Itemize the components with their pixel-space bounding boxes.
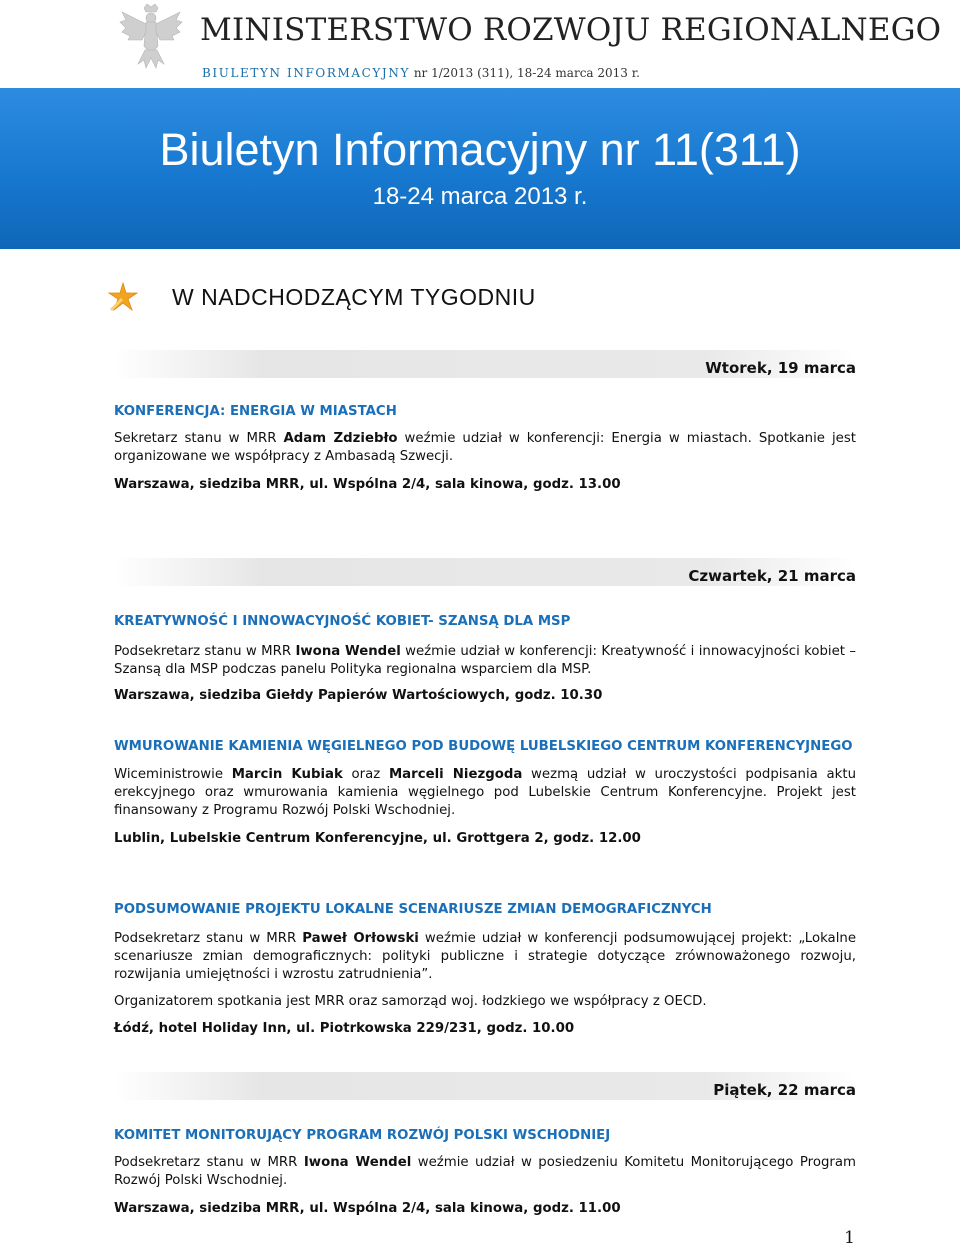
page-number: 1 bbox=[844, 1228, 855, 1248]
event-description: Podsekretarz stanu w MRR Iwona Wendel weźmie udział w konferencji: Kreatywność i innowacyjności kobiet – Szansą dla MSP podczas panelu Polityka regionalna wsparciem dla MSP. bbox=[114, 644, 856, 677]
event-women-creativity bbox=[114, 613, 856, 705]
event-description: Podsekretarz stanu w MRR Paweł Orłowski weźmie udział w konferencji podsumowującej projekt: „Lokalne scenariusze zmian demograficznych: polityki publiczne i strategie dotyczące zrównoważonego rozwoju, rozwijania umiejętności i wzrostu zatrudnienia”. bbox=[114, 931, 856, 982]
issue-number: nr 1/2013 (311), 18-24 marca 2013 r. bbox=[413, 66, 640, 80]
event-heading: KREATYWNOŚĆ I INNOWACYJNOŚĆ KOBIET- SZANSĄ DLA MSP bbox=[114, 614, 571, 629]
person-name: Adam Zdziebło bbox=[283, 431, 398, 446]
issue-label: BIULETYN INFORMACYJNY bbox=[202, 66, 410, 80]
star-burst-icon bbox=[108, 282, 138, 312]
day-header-friday bbox=[114, 1072, 856, 1100]
issue-line bbox=[202, 66, 640, 80]
eagle-emblem-icon bbox=[118, 2, 184, 74]
event-monitoring-committee bbox=[114, 1127, 856, 1218]
event-description: Wiceministrowie Marcin Kubiak oraz Marceli Niezgoda wezmą udział w uroczystości podpisania aktu erekcyjnego oraz wmurowania kamienia węgielnego pod Lubelskie Centrum Konferencyjne. Projekt jest finansowany z Programu Rozwój Polski Wschodniej. bbox=[114, 767, 856, 818]
bulletin-title: Biuletyn Informacyjny nr 11(311) bbox=[159, 124, 801, 175]
event-heading: PODSUMOWANIE PROJEKTU LOKALNE SCENARIUSZE ZMIAN DEMOGRAFICZNYCH bbox=[114, 902, 712, 917]
person-name: Iwona Wendel bbox=[303, 1155, 412, 1170]
event-heading: KONFERENCJA: ENERGIA W MIASTACH bbox=[114, 404, 397, 419]
event-description: Sekretarz stanu w MRR Adam Zdziebło weźmie udział w konferencji: Energia w miastach. Spotkanie jest organizowane we współpracy z Ambasadą Szwecji. bbox=[114, 431, 856, 464]
person-name: Paweł Orłowski bbox=[302, 931, 419, 946]
event-demographic-summary bbox=[114, 901, 856, 1038]
bulletin-date: 18-24 marca 2013 r. bbox=[372, 183, 588, 210]
title-banner bbox=[0, 88, 960, 249]
event-heading: WMUROWANIE KAMIENIA WĘGIELNEGO POD BUDOWĘ LUBELSKIEGO CENTRUM KONFERENCYJNEGO bbox=[114, 739, 853, 754]
person-name: Marcin Kubiak bbox=[231, 767, 343, 782]
person-name: Iwona Wendel bbox=[295, 644, 401, 659]
event-heading: KOMITET MONITORUJĄCY PROGRAM ROZWÓJ POLSKI WSCHODNIEJ bbox=[114, 1128, 611, 1143]
event-location: Warszawa, siedziba MRR, ul. Wspólna 2/4, sala kinowa, godz. 13.00 bbox=[114, 477, 621, 492]
event-organizer: Organizatorem spotkania jest MRR oraz samorząd woj. łodzkiego we współpracy z OECD. bbox=[114, 994, 707, 1009]
event-location: Lublin, Lubelskie Centrum Konferencyjne, ul. Grottgera 2, godz. 12.00 bbox=[114, 831, 641, 846]
day-header-thursday bbox=[114, 558, 856, 586]
day-header-tuesday bbox=[114, 350, 856, 378]
person-name: Marceli Niezgoda bbox=[388, 767, 523, 782]
masthead bbox=[0, 0, 960, 80]
day-label: Piątek, 22 marca bbox=[713, 1081, 856, 1099]
event-cornerstone-lublin bbox=[114, 738, 856, 848]
day-label: Czwartek, 21 marca bbox=[688, 567, 856, 585]
event-location: Łódź, hotel Holiday Inn, ul. Piotrkowska 229/231, godz. 10.00 bbox=[114, 1021, 575, 1036]
section-title: W NADCHODZĄCYM TYGODNIU bbox=[172, 284, 536, 310]
event-description: Podsekretarz stanu w MRR Iwona Wendel weźmie udział w posiedzeniu Komitetu Monitorującego Program Rozwój Polski Wschodniej. bbox=[114, 1155, 856, 1188]
event-location: Warszawa, siedziba Giełdy Papierów Wartościowych, godz. 10.30 bbox=[114, 688, 603, 703]
event-location: Warszawa, siedziba MRR, ul. Wspólna 2/4, sala kinowa, godz. 11.00 bbox=[114, 1201, 621, 1216]
ministry-name: MINISTERSTWO ROZWOJU REGIONALNEGO bbox=[200, 12, 942, 48]
day-label: Wtorek, 19 marca bbox=[705, 359, 856, 377]
event-energy-conference bbox=[114, 403, 856, 494]
